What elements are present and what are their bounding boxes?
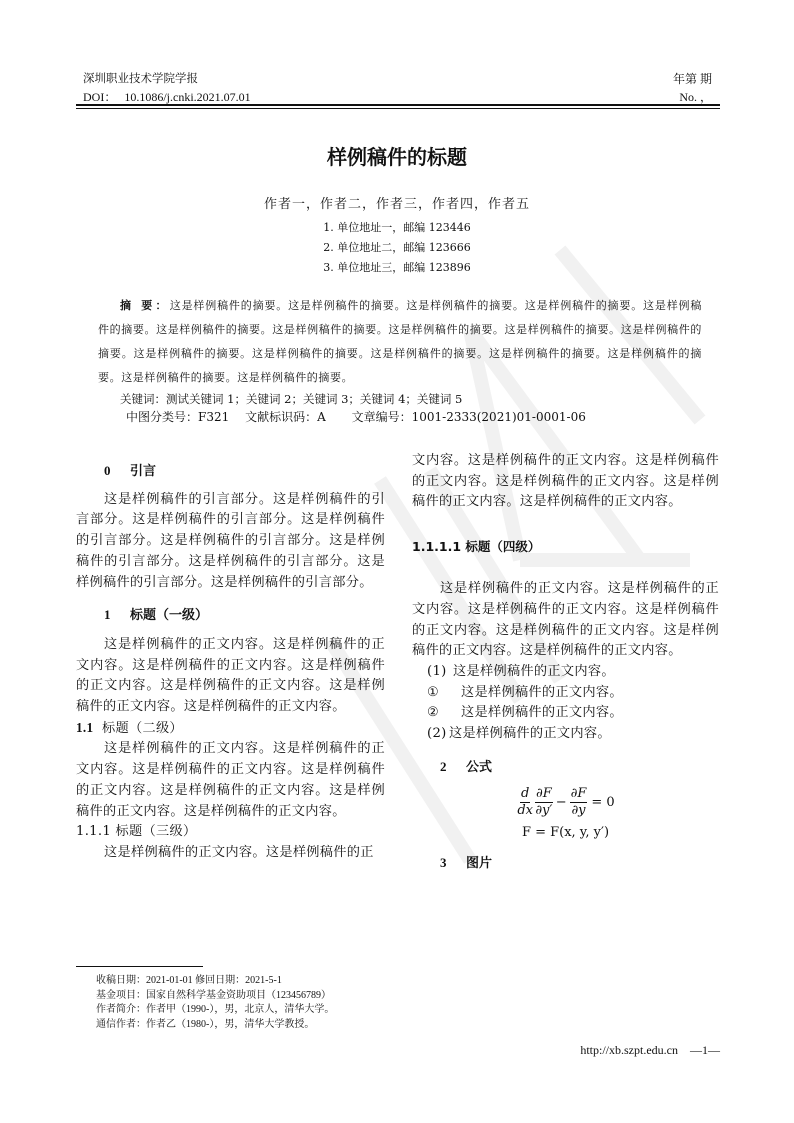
left-column (76, 461, 385, 864)
header-rule (76, 104, 720, 106)
doc-code-label: 文献标识码： (245, 410, 318, 424)
equation-1: $\frac{d}{dx}$ $\frac{\partial F}{\partial y'}$ − $\frac{\partial F}{\partial y}$ = 0 (517, 786, 615, 819)
footnote: 作者简介：作者甲（1990-），男，北京人，清华大学。 (96, 1004, 335, 1016)
article-no-label: 文章编号： (351, 410, 412, 424)
clc-value: F321 (198, 410, 230, 424)
abstract (98, 294, 702, 390)
article-no-value: 1001-2333(2021)01-0001-06 (411, 410, 586, 424)
clc-label: 中图分类号： (126, 410, 199, 424)
keywords-text: 测试关键词 1；关键词 2；关键词 3；关键词 4；关键词 5 (166, 392, 463, 406)
abstract-label: 摘 要： (120, 299, 170, 312)
affiliation: 3. 单位地址三，邮编 123896 (323, 261, 471, 274)
right-column (412, 451, 719, 875)
footnote: 收稿日期：2021-01-01 修回日期：2021-5-1 (96, 975, 282, 986)
keywords-label: 关键词： (120, 392, 166, 406)
doi-value: 10.1086/j.cnki.2021.07.01 (124, 90, 251, 104)
affiliation: 1. 单位地址一，邮编 123446 (323, 221, 471, 234)
journal-name: 深圳职业技术学院学报 (83, 71, 198, 85)
year-issue: 年第 期 (672, 72, 712, 86)
footnote-rule (76, 966, 203, 967)
footer-url[interactable]: http://xb.szpt.edu.cn (580, 1043, 678, 1057)
section-heading: 2 公式 (440, 758, 493, 775)
front-matter (0, 144, 794, 426)
list-item: (2) 这是样例稿件的正文内容。 (427, 726, 611, 742)
body-paragraph: 这是样例稿件的引言部分。这是样例稿件的引言部分。这是样例稿件的引言部分。这是样例稿件的引言部分。这是样例稿件的引言部分。这是样例稿件的引言部分。这是样例稿件的引言部分。这是样例稿件的引言部分。这是样例稿件的引言部分。 (76, 491, 385, 590)
subsubsection-heading: 1.1.1 标题（三级） (76, 824, 197, 840)
list-item: ② 这是样例稿件的正文内容。 (427, 705, 623, 721)
section-heading: 0 引言 (104, 463, 157, 479)
body-paragraph: 文内容。这是样例稿件的正文内容。这是样例稿件的正文内容。这是样例稿件的正文内容。这是样例稿件的正文内容。这是样例稿件的正文内容。 (412, 453, 719, 510)
page-number: —1— (690, 1043, 720, 1057)
doi-label: DOI： (83, 90, 117, 104)
footer (580, 1043, 720, 1058)
footnotes (96, 974, 334, 1033)
issue-no: No. ， (679, 90, 712, 104)
authors: 作者一，作者二，作者三，作者四，作者五 (263, 197, 530, 212)
keywords (120, 390, 794, 408)
affiliation: 2. 单位地址二，邮编 123666 (323, 241, 471, 254)
level4-heading: 1.1.1.1 标题（四级） (412, 539, 541, 555)
list-item: ① 这是样例稿件的正文内容。 (427, 684, 623, 700)
equation-2: F = F(x, y, y′) (521, 825, 610, 841)
section-heading: 3 图片 (440, 855, 493, 872)
paper-title: 样例稿件的标题 (327, 145, 467, 169)
header-rule-thin (76, 108, 720, 109)
section-heading: 1 标题（一级） (104, 607, 209, 624)
body-paragraph: 这是样例稿件的正文内容。这是样例稿件的正文内容。这是样例稿件的正文内容。这是样例稿件的正文内容。这是样例稿件的正文内容。这是样例稿件的正文内容。这是样例稿件的正文内容。 (76, 741, 385, 819)
doi (83, 88, 251, 105)
footnote: 基金项目：国家自然科学基金资助项目（123456789） (96, 989, 331, 1001)
classification (126, 408, 794, 426)
list-item: (1) 这是样例稿件的正文内容。 (427, 663, 615, 679)
subsection-heading: 1.1 标题（二级） (76, 719, 183, 736)
abstract-text: 这是样例稿件的摘要。这是样例稿件的摘要。这是样例稿件的摘要。这是样例稿件的摘要。这是样例稿件的摘要。这是样例稿件的摘要。这是样例稿件的摘要。这是样例稿件的摘要。这是样例稿件的摘要。这是样例稿件的摘要。这是样例稿件的摘要。这是样例稿件的摘要。这是样例稿件的摘要。这是样例稿件的摘要。这是样例稿件的摘要。这是样例稿件的摘要。这是样例稿件的摘要。 (98, 299, 702, 384)
body-paragraph: 这是样例稿件的正文内容。这是样例稿件的正 (104, 844, 374, 860)
body-paragraph: 这是样例稿件的正文内容。这是样例稿件的正文内容。这是样例稿件的正文内容。这是样例稿件的正文内容。这是样例稿件的正文内容。这是样例稿件的正文内容。这是样例稿件的正文内容。 (412, 581, 719, 659)
doc-code-value: A (317, 410, 326, 424)
footnote: 通信作者：作者乙（1980-），男，清华大学教授。 (96, 1019, 315, 1031)
body-paragraph: 这是样例稿件的正文内容。这是样例稿件的正文内容。这是样例稿件的正文内容。这是样例稿件的正文内容。这是样例稿件的正文内容。这是样例稿件的正文内容。这是样例稿件的正文内容。 (76, 636, 385, 715)
